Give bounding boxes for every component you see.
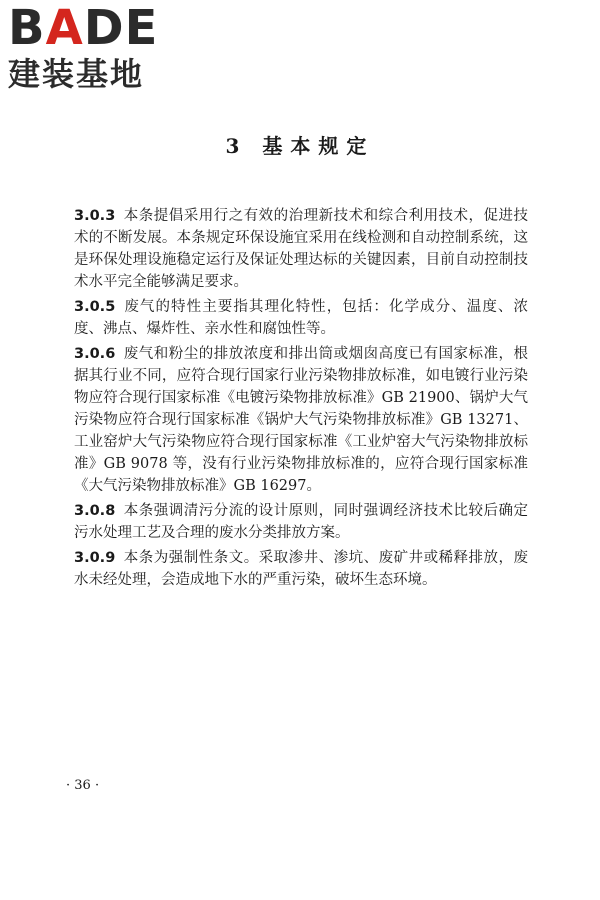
clause-number: 3.0.8 — [74, 503, 116, 519]
chapter-title: 3 基本规定 — [225, 134, 375, 158]
logo-subtitle: 建装基地 — [8, 55, 145, 93]
clause-3-0-6 — [74, 343, 528, 497]
logo-letter-a: A — [45, 0, 84, 56]
document-body — [74, 205, 528, 594]
logo-wordmark — [8, 0, 178, 56]
clause-number: 3.0.5 — [74, 299, 116, 315]
clause-number: 3.0.6 — [74, 346, 116, 362]
clause-number: 3.0.3 — [74, 208, 116, 224]
clause-number: 3.0.9 — [74, 550, 116, 566]
clause-text: 本条为强制性条文。采取渗井、渗坑、废矿井或稀释排放，废水未经处理，会造成地下水的严重污染，破坏生态环境。 — [74, 550, 528, 588]
clause-text: 本条强调清污分流的设计原则，同时强调经济技术比较后确定污水处理工艺及合理的废水分类排放方案。 — [74, 503, 528, 541]
clause-text: 废气和粉尘的排放浓度和排出筒或烟囱高度已有国家标准，根据其行业不同，应符合现行国家行业污染物排放标准，如电镀行业污染物应符合现行国家标准《电镀污染物排放标准》GB 21900、锅炉大气污染物应符合现行国家标准《锅炉大气污染物排放标准》GB 13271、工业窑炉大气污染物应符合现行国家标准《工业炉窑大气污染物排放标准》GB 9078 等，没有行业污染物排放标准的，应符合现行国家标准《大气污染物排放标准》GB 16297。 — [74, 346, 528, 494]
clause-3-0-3 — [74, 205, 528, 293]
logo-letter-b: B — [8, 0, 46, 56]
clause-3-0-9 — [74, 547, 528, 591]
page-number: · 36 · — [66, 778, 100, 793]
clause-3-0-8 — [74, 500, 528, 544]
clause-text: 本条提倡采用行之有效的治理新技术和综合利用技术，促进技术的不断发展。本条规定环保设施宜采用在线检测和自动控制系统，这是环保处理设施稳定运行及保证处理达标的关键因素，目前自动控制技术水平完全能够满足要求。 — [74, 208, 528, 290]
clause-3-0-5 — [74, 296, 528, 340]
clause-text: 废气的特性主要指其理化特性，包括：化学成分、温度、浓度、沸点、爆炸性、亲水性和腐蚀性等。 — [74, 299, 528, 337]
bade-logo — [8, 0, 178, 93]
logo-letters-de: DE — [83, 0, 159, 56]
